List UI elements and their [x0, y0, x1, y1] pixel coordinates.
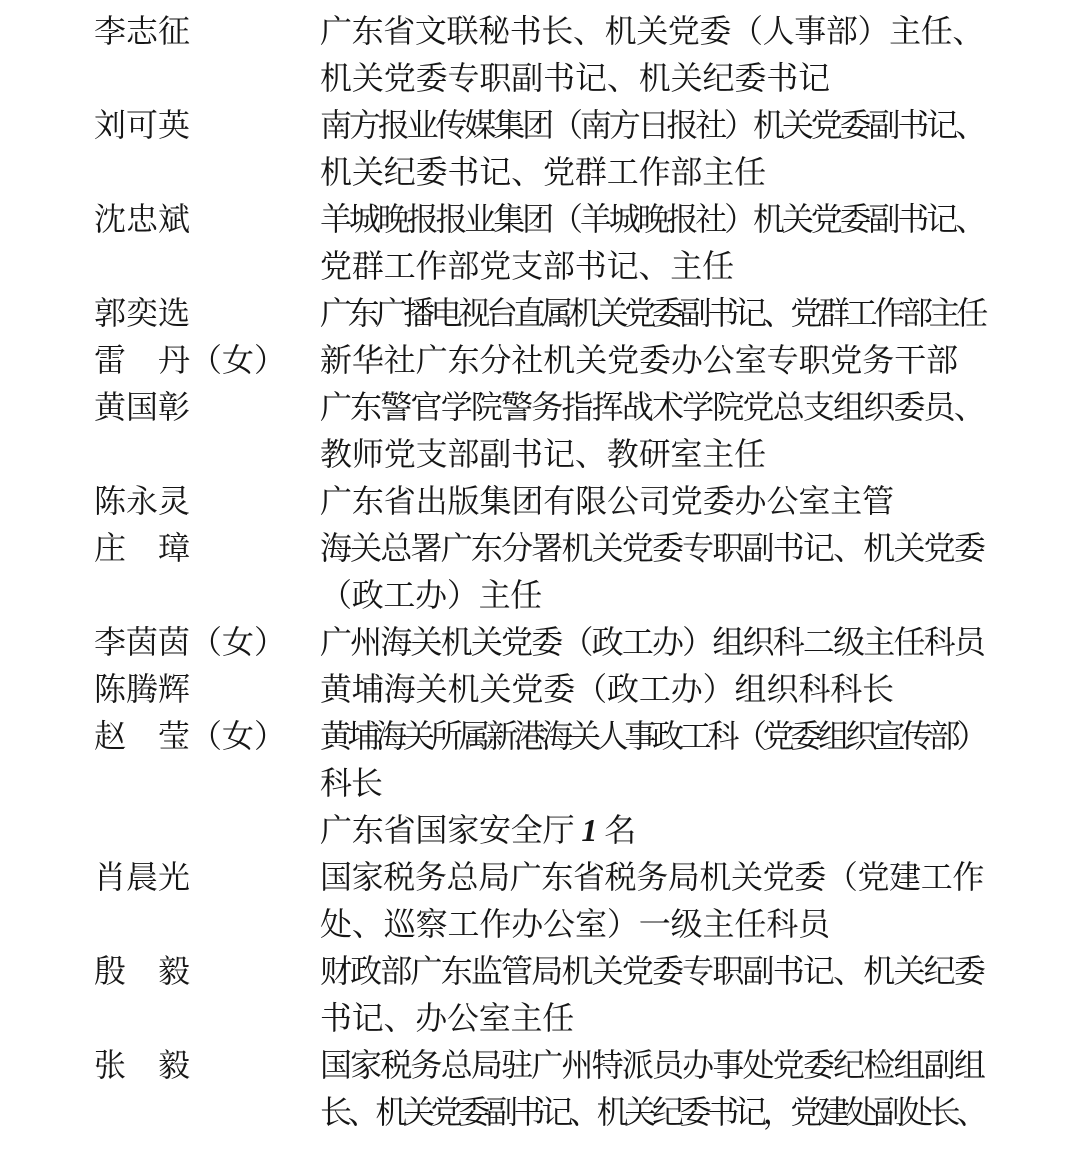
roster-entry-row — [0, 619, 1080, 666]
position-line: （政工办）主任 — [320, 577, 543, 613]
section-heading-row — [0, 807, 1080, 854]
position-line: 羊城晚报报业集团（羊城晚报社）机关党委副书记、 — [320, 201, 985, 237]
position-line: 黄埔海关所属新港海关人事政工科（党委组织宣传部） — [320, 718, 985, 754]
person-name: 沈忠斌 — [94, 201, 191, 237]
position-line: 机关党委专职副书记、机关纪委书记 — [320, 60, 831, 96]
person-name — [94, 431, 320, 478]
position-line: 南方报业传媒集团（南方日报社）机关党委副书记、 — [320, 107, 985, 143]
position-line: 广东省出版集团有限公司党委办公室主管 — [320, 483, 895, 519]
roster-continuation-row — [0, 995, 1080, 1042]
person-name — [94, 760, 320, 807]
person-name: 赵 莹（女） — [94, 718, 287, 754]
roster-continuation-row — [0, 431, 1080, 478]
roster-entry-row — [0, 196, 1080, 243]
person-name: 黄国彰 — [94, 389, 191, 425]
section-heading-text: 广东省国家安全厅 — [320, 812, 575, 848]
roster-entry-row — [0, 713, 1080, 760]
position-line: 广东省文联秘书长、机关党委（人事部）主任、 — [320, 13, 985, 49]
position-line: 国家税务总局广东省税务局机关党委（党建工作 — [320, 859, 985, 895]
person-name — [94, 55, 320, 102]
roster-entry-row — [0, 948, 1080, 995]
roster-entry-row — [0, 666, 1080, 713]
section-heading-spacer — [94, 807, 320, 854]
position-line: 新华社广东分社机关党委办公室专职党务干部 — [320, 342, 959, 378]
person-name: 雷 丹（女） — [94, 342, 287, 378]
person-name — [94, 995, 320, 1042]
position-line: 国家税务总局驻广州特派员办事处党委纪检组副组 — [320, 1047, 985, 1083]
roster-continuation-row — [0, 243, 1080, 290]
person-name — [94, 149, 320, 196]
position-line: 科长 — [320, 765, 383, 801]
person-name — [94, 572, 320, 619]
person-name: 陈永灵 — [94, 483, 191, 519]
roster-continuation-row — [0, 572, 1080, 619]
section-heading-suffix: 名 — [604, 812, 637, 848]
roster-continuation-row — [0, 901, 1080, 948]
section-count: 1 — [581, 812, 598, 848]
position-line: 广东广播电视台直属机关党委副书记、党群工作部主任 — [320, 295, 985, 331]
position-line: 党群工作部党支部书记、主任 — [320, 248, 735, 284]
position-line: 广东警官学院警务指挥战术学院党总支组织委员、 — [320, 389, 985, 425]
person-name: 李志征 — [94, 13, 191, 49]
person-name: 张 毅 — [94, 1047, 191, 1083]
roster-entry-row — [0, 8, 1080, 55]
person-name — [94, 901, 320, 948]
roster-entry-row — [0, 384, 1080, 431]
person-name: 肖晨光 — [94, 859, 191, 895]
roster-entry-row — [0, 478, 1080, 525]
roster-continuation-row — [0, 55, 1080, 102]
position-line: 书记、办公室主任 — [320, 1000, 575, 1036]
person-name: 郭奕选 — [94, 295, 191, 331]
roster-continuation-row — [0, 760, 1080, 807]
person-name: 殷 毅 — [94, 953, 191, 989]
position-line: 长、机关党委副书记、机关纪委书记，党建处副处长、 — [320, 1094, 985, 1130]
person-name: 庄 璋 — [94, 530, 191, 566]
roster-continuation-row — [0, 149, 1080, 196]
position-line: 海关总署广东分署机关党委专职副书记、机关党委 — [320, 530, 985, 566]
roster-entry-row — [0, 525, 1080, 572]
person-name: 刘可英 — [94, 107, 191, 143]
person-name — [94, 243, 320, 290]
person-name — [94, 1089, 320, 1136]
position-line: 财政部广东监管局机关党委专职副书记、机关纪委 — [320, 953, 985, 989]
roster-entry-row — [0, 854, 1080, 901]
position-line: 广州海关机关党委（政工办）组织科二级主任科员 — [320, 624, 985, 660]
position-line: 处、巡察工作办公室）一级主任科员 — [320, 906, 831, 942]
position-line: 黄埔海关机关党委（政工办）组织科科长 — [320, 671, 895, 707]
roster-entry-row — [0, 290, 1080, 337]
roster-entry-row — [0, 1042, 1080, 1089]
roster-entry-row — [0, 102, 1080, 149]
section-heading — [320, 807, 986, 854]
position-line: 教师党支部副书记、教研室主任 — [320, 436, 767, 472]
roster-entry-row — [0, 337, 1080, 384]
person-name: 李茵茵（女） — [94, 624, 287, 660]
roster-continuation-row — [0, 1089, 1080, 1136]
person-name: 陈腾辉 — [94, 671, 191, 707]
position-line: 机关纪委书记、党群工作部主任 — [320, 154, 767, 190]
